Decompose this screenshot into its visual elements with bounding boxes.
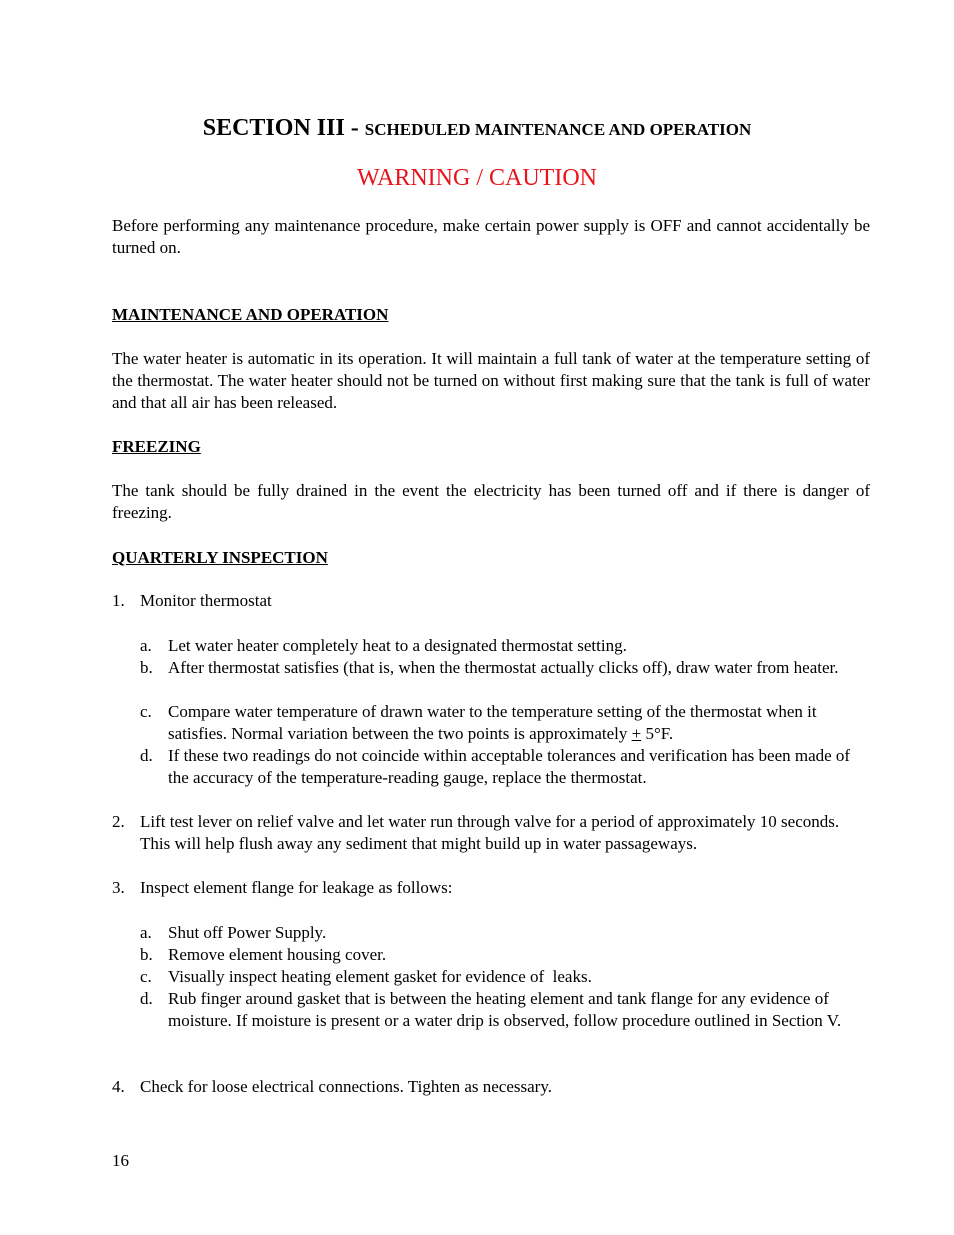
sub-list-item-text: After thermostat satisfies (that is, when the thermostat actually clicks off), draw water from heater. <box>168 658 839 677</box>
page-number: 16 <box>112 1151 129 1170</box>
list-item-text: Check for loose electrical connections. Tighten as necessary. <box>140 1077 552 1096</box>
list-item-number: 1. <box>112 591 125 610</box>
maintenance-text: The water heater is automatic in its operation. It will maintain a full tank of water at the temperature setting of the thermostat. The water heater should not be turned on without first making sure that the tank is full of water and that all air has been released. <box>112 349 870 412</box>
sub-list-item-letter: a. <box>140 636 152 655</box>
sub-list-item-text-part: Compare water temperature of drawn water to the temperature setting of the thermostat when it satisfies. Normal variation between the two points is approximately <box>168 702 817 743</box>
freezing-heading: FREEZING <box>112 437 201 456</box>
sub-list-item-text: Shut off Power Supply. <box>168 923 327 942</box>
sub-list-item-text <box>168 701 870 745</box>
maintenance-heading: MAINTENANCE AND OPERATION <box>112 305 389 324</box>
sub-list-item-text: Rub finger around gasket that is between the heating element and tank flange for any evidence of moisture. If moisture is present or a water drip is observed, follow procedure outlined in Section V. <box>168 989 842 1030</box>
sub-list-item-letter: c. <box>140 967 152 986</box>
list-item-text: Inspect element flange for leakage as follows: <box>140 878 453 897</box>
sub-list-item-text: If these two readings do not coincide within acceptable tolerances and verification has been made of the accuracy of the temperature-reading gauge, replace the thermostat. <box>168 746 851 787</box>
sub-list-item-letter: a. <box>140 923 152 942</box>
list-item-text: Monitor thermostat <box>140 591 272 610</box>
list-item-number: 3. <box>112 878 125 897</box>
sub-list-item-letter: b. <box>140 945 153 964</box>
warning-text: Before performing any maintenance procedure, make certain power supply is OFF and cannot accidentally be turned on. <box>112 216 870 257</box>
section-title <box>0 112 954 146</box>
sub-list-item-letter: c. <box>140 702 152 721</box>
plus-minus-sign: + <box>631 724 642 743</box>
sub-list-item-text: Let water heater completely heat to a designated thermostat setting. <box>168 636 627 655</box>
list-item-text: Lift test lever on relief valve and let water run through valve for a period of approximately 10 seconds. This will help flush away any sediment that might build up in water passageways. <box>140 812 840 853</box>
sub-list-item-letter: d. <box>140 746 153 765</box>
sub-list-item-text: Visually inspect heating element gasket for evidence of leaks. <box>168 967 592 986</box>
section-title-subtitle: SCHEDULED MAINTENANCE AND OPERATION <box>364 120 752 139</box>
quarterly-inspection-heading: QUARTERLY INSPECTION <box>112 548 328 567</box>
list-item-number: 2. <box>112 812 125 831</box>
list-item-number: 4. <box>112 1077 125 1096</box>
warning-heading: WARNING / CAUTION <box>357 165 597 191</box>
sub-list-item-text-part: 5°F. <box>641 724 674 743</box>
sub-list-item-text: Remove element housing cover. <box>168 945 387 964</box>
freezing-text: The tank should be fully drained in the event the electricity has been turned off and if there is danger of freezing. <box>112 481 870 522</box>
section-title-main: SECTION III - <box>202 115 365 141</box>
sub-list-item-letter: d. <box>140 989 153 1008</box>
sub-list-item-letter: b. <box>140 658 153 677</box>
